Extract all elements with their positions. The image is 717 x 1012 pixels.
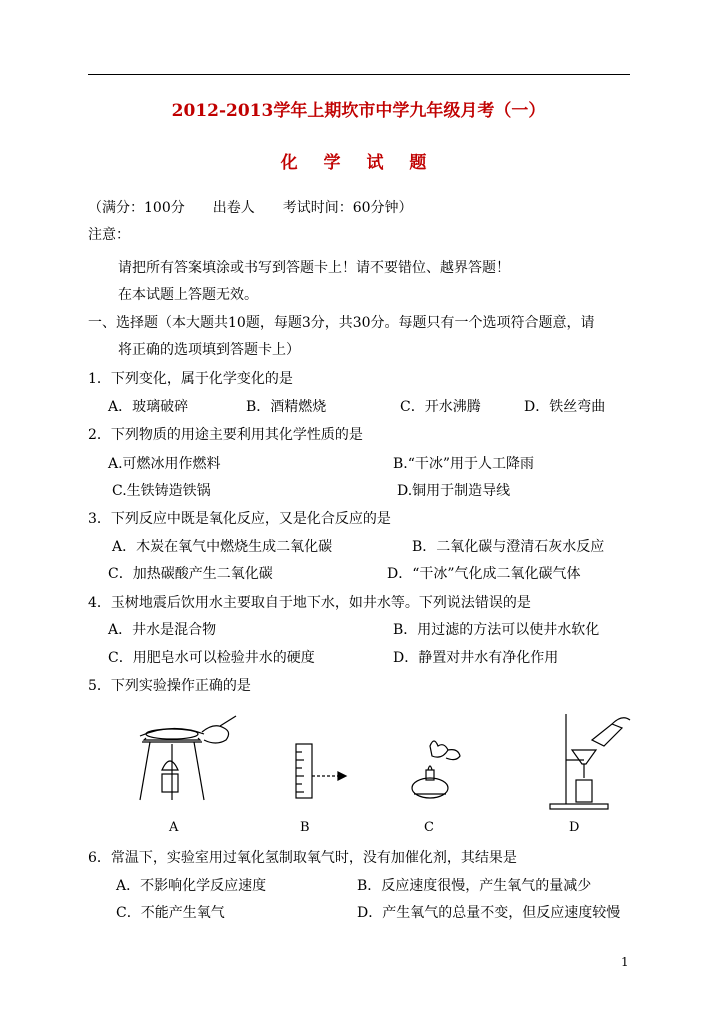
notes-label: 注意： [88, 227, 130, 243]
option-c: C．加热碳酸产生二氧化碳 [108, 566, 273, 582]
option-c: C．用肥皂水可以检验井水的硬度 [108, 650, 315, 666]
figure-label-d: D [569, 820, 580, 835]
note-line: 请把所有答案填涂或书写到答题卡上！请不要错位、越界答题！ [118, 260, 510, 276]
option-b: B.“干冰”用于人工降雨 [393, 456, 535, 472]
figure-d-filtration [542, 710, 632, 810]
question-stem: 5．下列实验操作正确的是 [88, 678, 251, 694]
figure-c-alcohol-lamp [404, 734, 464, 804]
option-d: D．产生氧气的总量不变，但反应速度较慢 [357, 905, 621, 921]
option-a: A．玻璃破碎 [108, 399, 189, 415]
option-c: C．不能产生氧气 [116, 905, 225, 921]
option-a: A．木炭在氧气中燃烧生成二氧化碳 [112, 539, 333, 555]
figure-a-evaporation [132, 712, 242, 804]
note-line: 在本试题上答题无效。 [118, 287, 258, 303]
option-a: A.可燃冰用作燃料 [108, 456, 221, 472]
question-stem: 4．玉树地震后饮用水主要取自于地下水，如井水等。下列说法错误的是 [88, 595, 531, 611]
option-b: B．二氧化碳与澄清石灰水反应 [412, 539, 605, 555]
option-b: B．酒精燃烧 [246, 399, 327, 415]
option-c: C.生铁铸造铁锅 [112, 483, 211, 499]
option-b: B．用过滤的方法可以使井水软化 [393, 622, 600, 638]
question-stem: 3．下列反应中既是氧化反应，又是化合反应的是 [88, 511, 391, 527]
page-number: 1 [621, 955, 629, 969]
figure-label-c: C [424, 820, 434, 835]
question-stem: 6．常温下，实验室用过氧化氢制取氧气时，没有加催化剂，其结果是 [88, 850, 517, 866]
option-c: C．开水沸腾 [400, 399, 481, 415]
figure-label-b: B [300, 820, 310, 835]
section-heading-cont: 将正确的选项填到答题卡上） [118, 342, 300, 358]
figure-label-a: A [169, 820, 179, 835]
exam-info: （满分：100分 出卷人 考试时间：60分钟） [88, 200, 413, 216]
question-stem: 2．下列物质的用途主要利用其化学性质的是 [88, 427, 363, 443]
option-a: A．不影响化学反应速度 [116, 878, 267, 894]
exam-subtitle: 化 学 试 题 [280, 153, 437, 173]
section-heading: 一、选择题（本大题共10题，每题3分，共30分。每题只有一个选项符合题意，请 [88, 315, 595, 331]
option-d: D．静置对井水有净化作用 [393, 650, 559, 666]
option-b: B．反应速度很慢，产生氧气的量减少 [357, 878, 592, 894]
exam-title: 2012-2013学年上期坎市中学九年级月考（一） [171, 101, 546, 121]
header-rule [88, 74, 630, 75]
option-d: D．“干冰”气化成二氧化碳气体 [387, 566, 581, 582]
option-a: A．井水是混合物 [108, 622, 217, 638]
option-d: D．铁丝弯曲 [524, 399, 606, 415]
option-d: D.铜用于制造导线 [397, 483, 511, 499]
figure-b-cylinder [290, 742, 352, 802]
question-stem: 1．下列变化，属于化学变化的是 [88, 371, 293, 387]
